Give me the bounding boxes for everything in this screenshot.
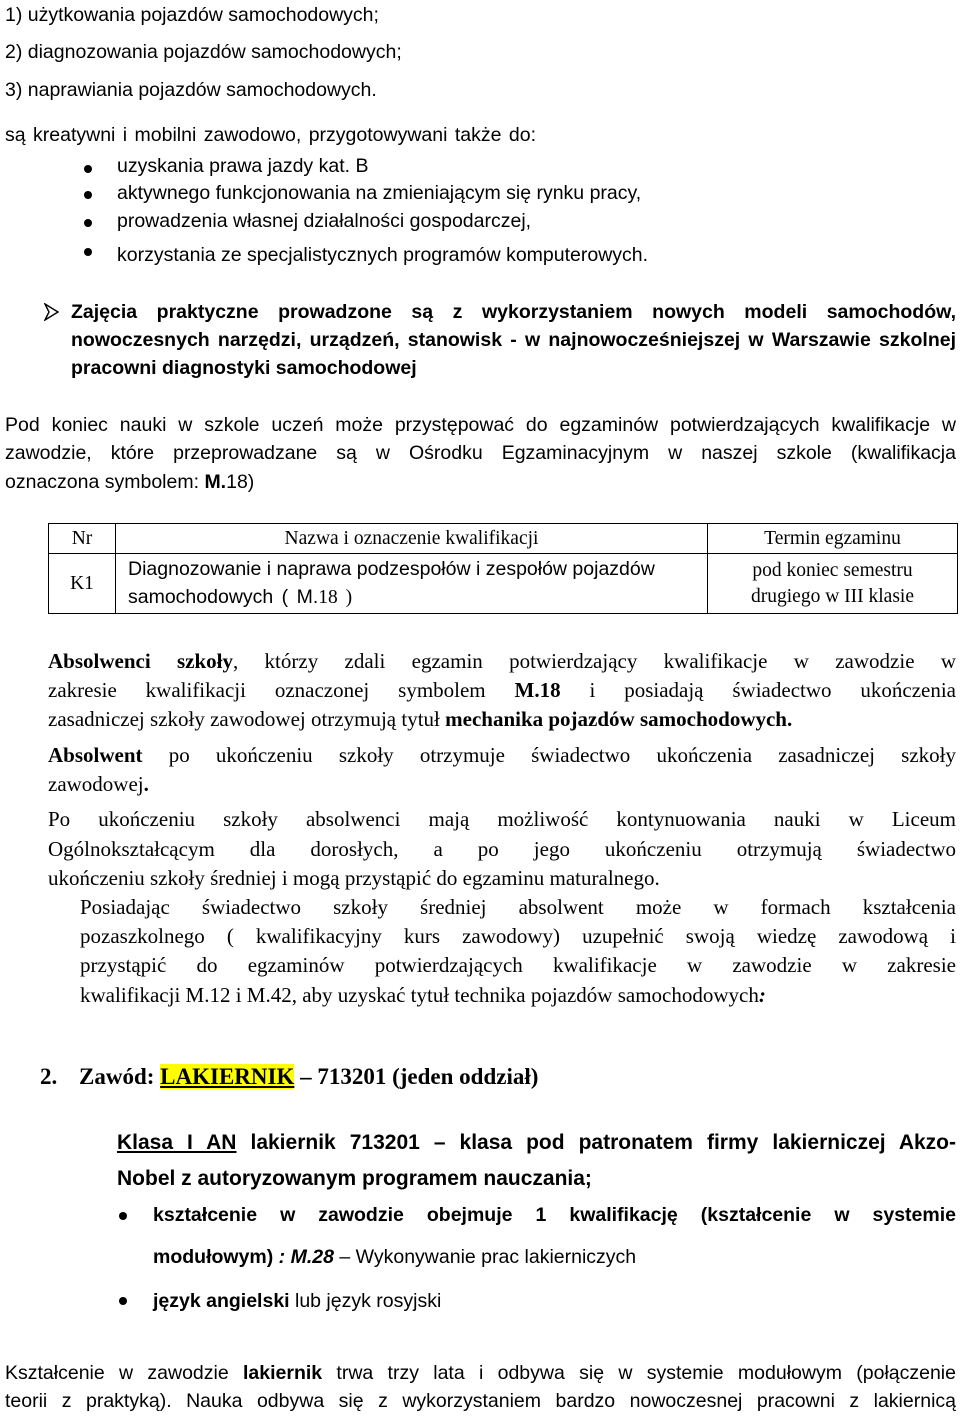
- graduates-line: [48, 705, 792, 734]
- table-cell-term: [708, 554, 958, 614]
- graduate-line: [48, 741, 956, 770]
- list-item: korzystania ze specjalistycznych programów komputerowych.: [117, 244, 649, 266]
- graduates-text-bold: mechanika pojazdów samochodowych.: [445, 707, 793, 731]
- graduate-text-bold: Absolwent: [48, 743, 143, 767]
- klasa-bullet-text: lub język rosyjski: [289, 1290, 442, 1312]
- table-cell-text-part: 18 ): [318, 587, 353, 608]
- list-item: aktywnego funkcjonowania na zmieniającym się rynku pracy,: [117, 182, 642, 204]
- profession-name: LAKIERNIK: [160, 1064, 295, 1089]
- table-cell-text: pod koniec semestru: [752, 559, 913, 581]
- bottom-line: [5, 1358, 956, 1388]
- table-cell-text: Diagnozowanie i naprawa podzespołów i zespołów pojazdów: [128, 558, 655, 580]
- graduates-text: i posiadają świadectwo ukończenia: [560, 678, 957, 702]
- bottom-text: Kształcenie w zawodzie: [5, 1362, 243, 1384]
- klasa-bullet-text-bold: język angielski: [153, 1290, 290, 1312]
- klasa-bullet-line: kształcenie w zawodzie obejmuje 1 kwalifikację (kształcenie w systemie: [153, 1204, 956, 1226]
- secondary-line: [80, 981, 766, 1010]
- practical-line: pracowni diagnostyki samochodowej: [71, 357, 417, 379]
- klasa-line: [117, 1128, 956, 1158]
- table-cell-text-part: samochodowych ( M.: [128, 586, 319, 608]
- klasa-bullet-text-colon: : M.28: [278, 1246, 334, 1268]
- after-school-line: Po ukończeniu szkoły absolwenci mają możliwość kontynuowania nauki w Liceum: [48, 807, 956, 831]
- exam-para-line: [5, 467, 254, 497]
- bullet-icon: [84, 219, 92, 227]
- table-header: Termin egzaminu: [708, 524, 958, 554]
- practical-line: Zajęcia praktyczne prowadzone są z wykorzystaniem nowych modeli samochodów,: [71, 301, 956, 323]
- secondary-line: Posiadając świadectwo szkoły średniej absolwent może w formach kształcenia: [80, 895, 956, 919]
- graduates-text-bold: M.18: [514, 678, 561, 702]
- secondary-line: przystąpić do egzaminów potwierdzających kwalifikacje w zawodzie w zakresie: [80, 953, 956, 977]
- klasa-bullet-text: Wykonywanie prac lakierniczych: [355, 1246, 637, 1268]
- klasa-name: Klasa I AN: [117, 1131, 237, 1154]
- klasa-bullet-line: [153, 1286, 441, 1316]
- list-item: 3) naprawiania pojazdów samochodowych.: [5, 79, 377, 101]
- list-item: 1) użytkowania pojazdów samochodowych;: [5, 4, 379, 26]
- klasa-line: Nobel z autoryzowanym programem nauczania;: [117, 1167, 592, 1190]
- bullet-icon: [84, 165, 92, 173]
- klasa-bullet-line: [153, 1242, 636, 1272]
- bullet-icon: [119, 1297, 127, 1305]
- graduates-text: zakresie kwalifikacji oznaczonej symbolem: [48, 678, 515, 702]
- secondary-text: kwalifikacji M.12 i M.42, aby uzyskać tytuł technika pojazdów samochodowych: [80, 983, 759, 1007]
- graduate-text-bold: .: [143, 772, 149, 796]
- graduates-text-bold: Absolwenci szkoły: [48, 649, 233, 673]
- secondary-line: pozaszkolnego ( kwalifikacyjny kurs zawodowy) uzupełnić swoją wiedzę zawodową i: [80, 924, 956, 948]
- graduates-text: , którzy zdali egzamin potwierdzający kwalifikacje w zawodzie w: [233, 649, 956, 673]
- graduate-line: [48, 770, 149, 799]
- list-item: prowadzenia własnej działalności gospodarczej,: [117, 210, 532, 232]
- exam-para-line: Pod koniec nauki w szkole uczeń może przystępować do egzaminów potwierdzających kwalifikacje w: [5, 414, 956, 436]
- table-row: [49, 554, 958, 614]
- exam-para-symbol: M.: [204, 471, 227, 493]
- graduates-text: zasadniczej szkoły zawodowej otrzymują tytuł: [48, 707, 446, 731]
- secondary-text-colon: :: [758, 983, 766, 1007]
- creative-intro: są kreatywni i mobilni zawodowo, przygotowywani także do:: [5, 124, 536, 146]
- exam-para-text: 18): [226, 471, 255, 493]
- bottom-text: trwa trzy lata i odbywa się w systemie modułowym (połączenie: [322, 1362, 956, 1384]
- table-cell-text: [128, 583, 703, 612]
- section-label: Zawód:: [79, 1064, 161, 1089]
- table-header-row: [49, 524, 958, 554]
- table-header: Nazwa i oznaczenie kwalifikacji: [116, 524, 708, 554]
- table-cell-name: [116, 554, 708, 614]
- graduate-text: zawodowej: [48, 772, 144, 796]
- graduates-line: [48, 676, 956, 705]
- graduates-line: [48, 647, 956, 676]
- table-cell-nr: K1: [49, 554, 116, 614]
- exam-para-text: oznaczona symbolem:: [5, 471, 205, 493]
- list-item: uzyskania prawa jazdy kat. B: [117, 155, 369, 177]
- bullet-icon: [84, 191, 92, 199]
- table-header: Nr: [49, 524, 116, 554]
- practical-line: nowoczesnych narzędzi, urządzeń, stanowisk - w najnowocześniejszej w Warszawie szkolnej: [71, 329, 956, 351]
- section-rest: – 713201 (jeden oddział): [294, 1064, 539, 1089]
- exam-para-line: zawodzie, które przeprowadzane są w Ośrodku Egzaminacyjnym w naszej szkole (kwalifikacja: [5, 442, 956, 464]
- klasa-bullet-text: –: [333, 1246, 356, 1268]
- bottom-text-bold: lakiernik: [242, 1362, 323, 1384]
- section-heading: [40, 1061, 538, 1093]
- qualification-table: [48, 523, 958, 614]
- bullet-icon: [84, 248, 92, 256]
- section-number: 2.: [40, 1064, 58, 1089]
- arrow-bullet-icon: [44, 303, 60, 321]
- list-item: 2) diagnozowania pojazdów samochodowych;: [5, 41, 402, 63]
- bottom-line: teorii z praktyką). Nauka odbywa się z wykorzystaniem bardzo nowoczesnej pracowni z lakiernicą: [5, 1390, 956, 1412]
- table-cell-text: drugiego w III klasie: [751, 585, 914, 607]
- bullet-icon: [119, 1212, 127, 1220]
- klasa-text: lakiernik 713201 – klasa pod patronatem firmy lakierniczej Akzo-: [236, 1131, 956, 1154]
- klasa-bullet-text-bold: modułowym): [153, 1246, 279, 1268]
- graduate-text: po ukończeniu szkoły otrzymuje świadectwo ukończenia zasadniczej szkoły: [142, 743, 956, 767]
- after-school-line: Ogólnokształcącym dla dorosłych, a po jego ukończeniu otrzymują świadectwo: [48, 837, 956, 861]
- after-school-line: ukończeniu szkoły średniej i mogą przystąpić do egzaminu maturalnego.: [48, 866, 660, 890]
